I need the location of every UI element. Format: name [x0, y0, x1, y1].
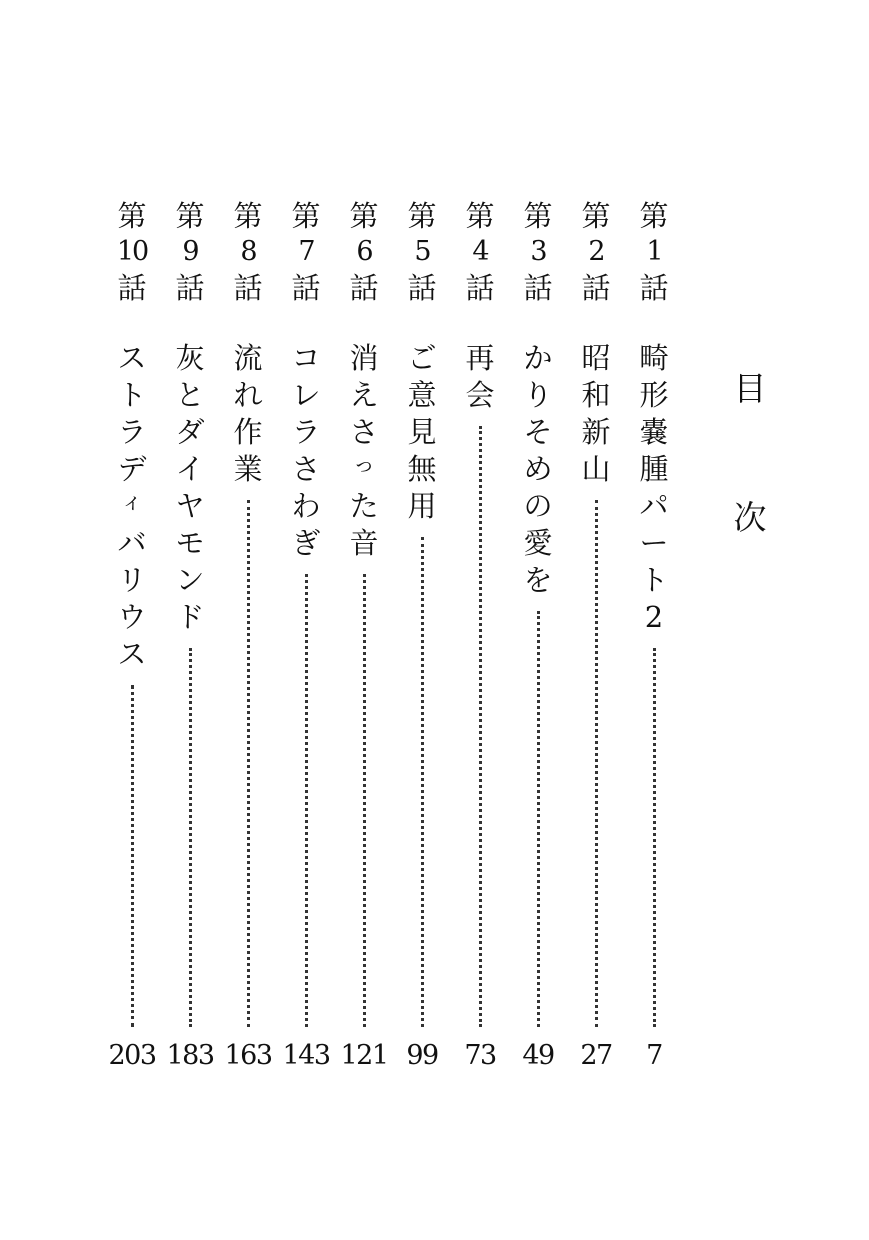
toc-entry[interactable]	[629, 199, 679, 1072]
title-char: パ	[639, 489, 669, 523]
title-char: れ	[233, 378, 263, 412]
title-char: さ	[349, 415, 379, 449]
leader-dots	[189, 648, 192, 1027]
title-char: ご	[407, 341, 437, 375]
title-char: ト	[117, 378, 147, 412]
title-char: ラ	[117, 415, 147, 449]
chapter-title	[339, 341, 389, 566]
title-char: ト	[639, 563, 669, 597]
chapter-char: 5	[414, 236, 430, 267]
leader-dots	[537, 611, 540, 1027]
title-char: バ	[117, 526, 147, 560]
chapter-title	[281, 341, 331, 566]
title-char: そ	[523, 415, 553, 449]
chapter-title	[513, 341, 563, 603]
title-char: た	[349, 489, 379, 523]
title-char: を	[523, 563, 553, 597]
title-char: 山	[581, 452, 611, 486]
leader-dots	[653, 648, 656, 1027]
chapter-char: 10	[116, 236, 148, 267]
chapter-label	[629, 199, 679, 310]
page-number: 121	[340, 1040, 388, 1071]
title-char: と	[175, 378, 205, 412]
title-char: デ	[117, 452, 147, 486]
chapter-title	[571, 341, 621, 492]
toc-entry[interactable]	[339, 199, 389, 1072]
chapter-char: 第	[233, 199, 263, 233]
title-char: り	[523, 378, 553, 412]
page-number: 73	[464, 1040, 496, 1071]
title-char: 腫	[639, 452, 669, 486]
chapter-char: 1	[646, 236, 662, 267]
page-number: 183	[166, 1040, 214, 1071]
chapter-char: 9	[182, 236, 198, 267]
chapter-char: 第	[523, 199, 553, 233]
title-char: イ	[175, 452, 205, 486]
title-char: 和	[581, 378, 611, 412]
title-char: 灰	[175, 341, 205, 375]
toc-entry[interactable]	[281, 199, 331, 1072]
title-char: え	[349, 378, 379, 412]
toc-entry[interactable]	[107, 199, 157, 1072]
title-char: 再	[465, 341, 495, 375]
title-char: 嚢	[639, 415, 669, 449]
chapter-label	[571, 199, 621, 310]
chapter-label	[397, 199, 447, 310]
title-char: 2	[644, 600, 664, 634]
toc-title	[730, 369, 770, 537]
page-number: 49	[522, 1040, 554, 1071]
leader-dots	[247, 500, 250, 1027]
title-char: ィ	[120, 490, 143, 515]
chapter-char: 第	[407, 199, 437, 233]
leader-dots	[595, 500, 598, 1027]
title-char: 形	[639, 378, 669, 412]
chapter-char: 第	[465, 199, 495, 233]
title-char: ン	[175, 563, 205, 597]
title-char: 用	[407, 489, 437, 523]
title-char: リ	[117, 563, 147, 597]
title-char: レ	[291, 378, 321, 412]
title-char: 会	[465, 378, 495, 412]
page-number: 27	[580, 1040, 612, 1071]
chapter-char: 話	[349, 271, 379, 305]
chapter-char: 話	[291, 271, 321, 305]
title-char: 新	[581, 415, 611, 449]
title-char: 音	[349, 526, 379, 560]
chapter-char: 話	[407, 271, 437, 305]
title-char: モ	[175, 526, 205, 560]
title-char: わ	[291, 489, 321, 523]
chapter-title	[455, 341, 505, 418]
chapter-char: 7	[298, 236, 314, 267]
title-char: コ	[291, 341, 321, 375]
page-number: 203	[108, 1040, 156, 1071]
title-char: の	[523, 489, 553, 523]
toc-entry[interactable]	[223, 199, 273, 1072]
toc-entry[interactable]	[397, 199, 447, 1072]
page-number: 7	[646, 1040, 662, 1071]
chapter-label	[165, 199, 215, 310]
title-char: 見	[407, 415, 437, 449]
title-char: 業	[233, 452, 263, 486]
page-number: 163	[224, 1040, 272, 1071]
title-char: ヤ	[175, 489, 205, 523]
title-char: 消	[349, 341, 379, 375]
toc-entry[interactable]	[513, 199, 563, 1072]
chapter-char: 話	[175, 271, 205, 305]
chapter-title	[629, 341, 679, 640]
chapter-title	[165, 341, 215, 640]
page-number: 99	[406, 1040, 438, 1071]
title-char: 昭	[581, 341, 611, 375]
chapter-char: 話	[233, 271, 263, 305]
title-char: ウ	[117, 600, 147, 634]
title-char: ド	[175, 600, 205, 634]
chapter-char: 話	[523, 271, 553, 305]
chapter-title	[397, 341, 447, 529]
title-char: か	[523, 341, 553, 375]
title-char: ス	[117, 637, 147, 671]
title-char: 畸	[639, 341, 669, 375]
chapter-char: 第	[117, 199, 147, 233]
chapter-label	[513, 199, 563, 310]
chapter-char: 6	[356, 236, 372, 267]
chapter-char: 3	[530, 236, 546, 267]
page-number: 143	[282, 1040, 330, 1071]
chapter-label	[223, 199, 273, 310]
chapter-char: 第	[291, 199, 321, 233]
title-char: 作	[233, 415, 263, 449]
leader-dots	[479, 426, 482, 1027]
chapter-char: 話	[117, 271, 147, 305]
chapter-label	[107, 199, 157, 310]
title-char: 無	[407, 452, 437, 486]
chapter-char: 第	[175, 199, 205, 233]
leader-dots	[305, 574, 308, 1027]
toc-title-char: 目	[733, 369, 767, 408]
title-char: ラ	[291, 415, 321, 449]
leader-dots	[363, 574, 366, 1027]
chapter-char: 2	[588, 236, 604, 267]
chapter-char: 話	[465, 271, 495, 305]
toc-title-char: 次	[733, 498, 767, 537]
chapter-char: 第	[581, 199, 611, 233]
title-char: 流	[233, 341, 263, 375]
leader-dots	[421, 537, 424, 1027]
chapter-label	[455, 199, 505, 310]
chapter-char: 話	[639, 271, 669, 305]
chapter-char: 第	[349, 199, 379, 233]
chapter-char: 4	[472, 236, 488, 267]
title-char: ダ	[175, 415, 205, 449]
chapter-label	[339, 199, 389, 310]
chapter-char: 第	[639, 199, 669, 233]
title-char: さ	[291, 452, 321, 486]
chapter-char: 話	[581, 271, 611, 305]
title-char: ー	[639, 526, 669, 560]
title-char: ス	[117, 341, 147, 375]
chapter-char: 8	[240, 236, 256, 267]
chapter-title	[223, 341, 273, 492]
title-char: 愛	[523, 526, 553, 560]
chapter-label	[281, 199, 331, 310]
chapter-title	[107, 341, 157, 677]
title-char: ぎ	[291, 526, 321, 560]
title-char: っ	[352, 453, 375, 478]
toc-entry[interactable]	[455, 199, 505, 1072]
toc-entry[interactable]	[165, 199, 215, 1072]
title-char: め	[523, 452, 553, 486]
toc-entry[interactable]	[571, 199, 621, 1072]
leader-dots	[131, 685, 134, 1027]
title-char: 意	[407, 378, 437, 412]
